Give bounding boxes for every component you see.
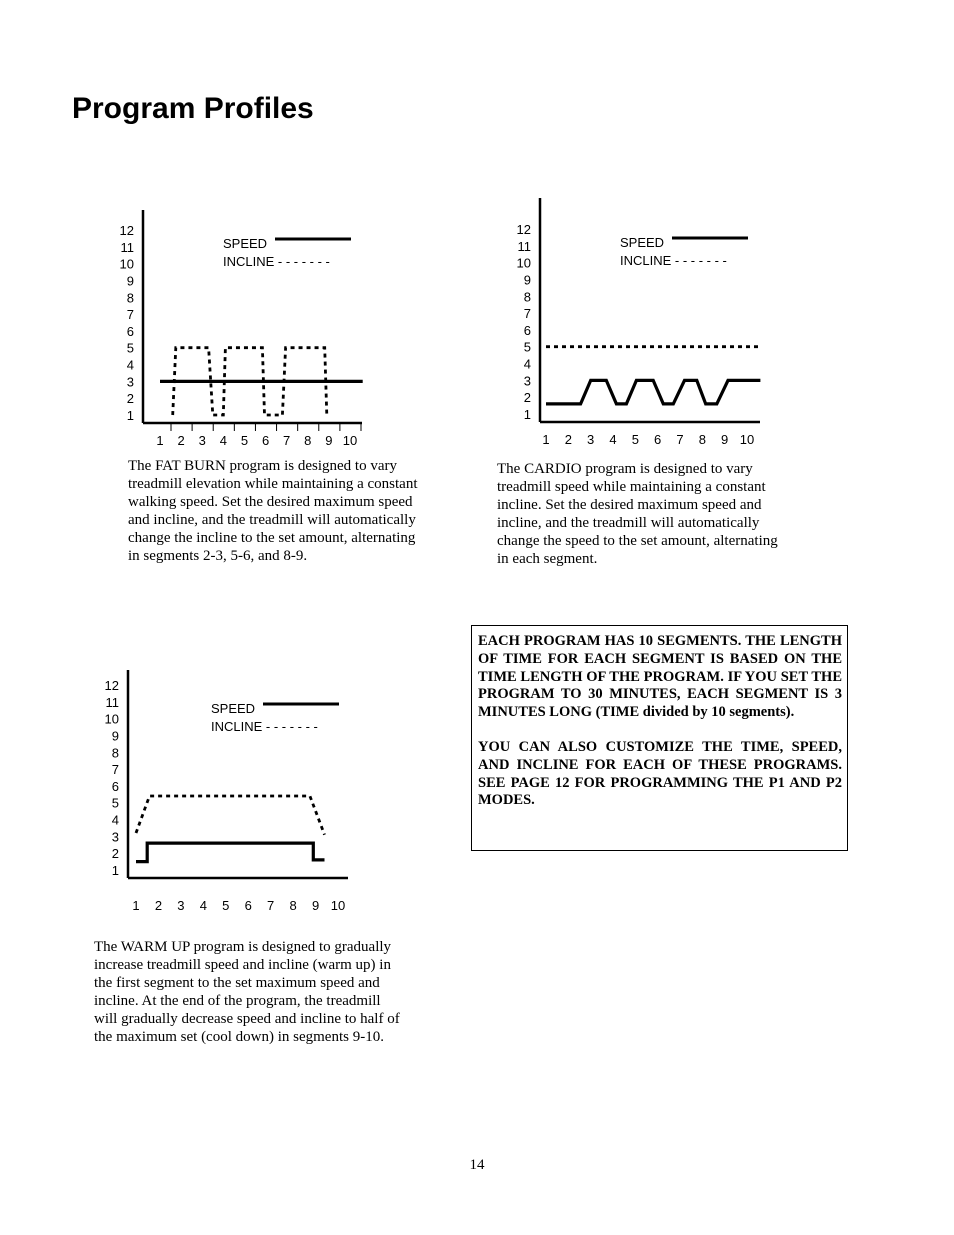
page-number: 14 <box>469 1157 485 1173</box>
legend-speed-label: SPEED <box>620 235 665 250</box>
y-tick-label: 7 <box>111 762 119 778</box>
desc-line: The FAT BURN program is designed to vary <box>128 458 397 474</box>
cardio-description <box>497 460 817 568</box>
note-paragraph: EACH PROGRAM HAS 10 SEGMENTS. THE LENGTH OF TIME FOR EACH SEGMENT IS BASED ON THE TIME LENGTH OF THE PROGRAM. IF YOU SET THE PROGRAM TO 30 MINUTES, EACH SEGMENT IS 3 MINUTES LONG (TIME divided by 10 segments). <box>478 633 842 721</box>
x-tick-label: 3 <box>198 433 206 448</box>
x-tick-label: 4 <box>199 898 207 913</box>
x-tick-label: 10 <box>739 432 755 447</box>
y-tick-label: 2 <box>523 390 531 406</box>
x-tick-label: 6 <box>261 433 270 448</box>
desc-line: in each segment. <box>497 551 598 567</box>
x-tick-label: 6 <box>244 898 252 913</box>
y-tick-label: 4 <box>111 812 119 828</box>
y-tick-label: 3 <box>523 373 531 389</box>
x-tick-label: 3 <box>587 432 595 447</box>
x-tick-label: 9 <box>325 433 333 448</box>
desc-line: and incline, and the treadmill will automatically <box>128 512 416 528</box>
y-tick-label: 10 <box>119 256 134 272</box>
x-tick-label: 7 <box>676 432 684 447</box>
y-tick-label: 9 <box>126 273 134 289</box>
desc-line: treadmill elevation while maintaining a constant <box>128 476 418 492</box>
warm-up-description <box>94 938 434 1046</box>
y-tick-label: 2 <box>126 391 134 407</box>
y-tick-label: 7 <box>126 307 134 323</box>
x-tick-label: 4 <box>609 432 617 447</box>
y-tick-label: 12 <box>516 222 531 237</box>
x-tick-label: 3 <box>177 898 185 913</box>
y-tick-label: 7 <box>523 306 531 322</box>
x-tick-label: 2 <box>564 432 572 447</box>
x-tick-label: 9 <box>311 898 320 913</box>
cardio-chart <box>507 190 777 455</box>
desc-line: incline. Set the desired maximum speed and <box>497 497 762 513</box>
x-tick-label: 2 <box>154 898 163 913</box>
desc-line: The CARDIO program is designed to vary <box>497 461 753 477</box>
legend-speed-label: SPEED <box>211 701 256 716</box>
y-tick-label: 12 <box>119 223 134 238</box>
legend-incline-label: INCLINE - - - - - - - <box>211 719 318 734</box>
fat-burn-chart <box>110 205 370 455</box>
y-tick-label: 12 <box>104 678 119 693</box>
x-tick-label: 6 <box>654 432 662 447</box>
y-tick-label: 9 <box>523 272 531 288</box>
y-tick-label: 4 <box>126 357 134 373</box>
desc-line: in segments 2-3, 5-6, and 8-9. <box>128 548 308 564</box>
y-tick-label: 1 <box>523 407 531 422</box>
y-tick-label: 6 <box>126 323 134 339</box>
desc-line: will gradually decrease speed and incline to half of <box>94 1011 400 1027</box>
x-tick-label: 1 <box>542 432 550 447</box>
y-tick-label: 1 <box>126 408 134 423</box>
legend-speed-label: SPEED <box>223 236 268 251</box>
y-tick-label: 11 <box>517 238 531 254</box>
y-tick-label: 5 <box>523 339 531 355</box>
x-tick-label: 7 <box>267 898 275 913</box>
x-tick-label: 4 <box>219 433 227 448</box>
y-tick-label: 3 <box>111 829 119 845</box>
page-title: Program Profiles <box>72 92 314 125</box>
desc-line: change the speed to the set amount, alternating <box>497 533 778 549</box>
y-tick-label: 4 <box>523 356 531 372</box>
y-tick-label: 8 <box>523 289 531 305</box>
y-tick-label: 2 <box>111 846 119 862</box>
y-tick-label: 3 <box>126 374 134 390</box>
segments-note-box <box>471 625 848 851</box>
warm-up-chart <box>98 670 358 920</box>
series-speed-line <box>136 843 325 862</box>
desc-line: the maximum set (cool down) in segments 9-10. <box>94 1029 384 1045</box>
y-tick-label: 5 <box>126 340 134 356</box>
fat-burn-description <box>128 457 448 565</box>
legend-incline-label: INCLINE - - - - - - - <box>223 254 330 269</box>
desc-line: walking speed. Set the desired maximum speed <box>128 494 413 510</box>
x-tick-label: 8 <box>289 898 297 913</box>
desc-line: the first segment to the set maximum speed and <box>94 975 380 991</box>
y-tick-label: 6 <box>523 322 531 338</box>
desc-line: increase treadmill speed and incline (warm up) in <box>94 957 391 973</box>
x-tick-label: 1 <box>156 433 164 448</box>
y-tick-label: 11 <box>120 239 134 255</box>
y-tick-label: 6 <box>111 778 119 794</box>
x-tick-label: 8 <box>698 432 706 447</box>
y-tick-label: 9 <box>111 728 119 744</box>
series-speed-line <box>546 380 760 404</box>
series-incline-line <box>136 796 325 835</box>
y-tick-label: 8 <box>126 290 134 306</box>
x-tick-label: 10 <box>330 898 346 913</box>
y-tick-label: 10 <box>516 255 531 271</box>
legend-incline-label: INCLINE - - - - - - - <box>620 253 727 268</box>
x-tick-label: 5 <box>240 433 249 448</box>
note-paragraph: YOU CAN ALSO CUSTOMIZE THE TIME, SPEED, AND INCLINE FOR EACH OF THESE PROGRAMS. SEE PAGE 12 FOR PROGRAMMING THE P1 AND P2 MODES. <box>478 738 842 809</box>
x-tick-label: 7 <box>283 433 291 448</box>
x-tick-label: 5 <box>631 432 639 447</box>
x-tick-label: 10 <box>342 433 358 448</box>
y-tick-label: 1 <box>111 863 119 878</box>
x-tick-label: 2 <box>177 433 185 448</box>
desc-line: incline, and the treadmill will automatically <box>497 515 760 531</box>
y-tick-label: 10 <box>104 711 119 727</box>
desc-line: incline. At the end of the program, the treadmill <box>94 993 381 1009</box>
desc-line: treadmill speed while maintaining a constant <box>497 479 766 495</box>
x-tick-label: 8 <box>304 433 312 448</box>
y-tick-label: 5 <box>111 795 119 811</box>
desc-line: The WARM UP program is designed to gradually <box>94 939 392 955</box>
desc-line: change the incline to the set amount, alternating <box>128 530 416 546</box>
x-tick-label: 9 <box>721 432 729 447</box>
y-tick-label: 8 <box>111 745 119 761</box>
y-tick-label: 11 <box>105 694 119 710</box>
x-tick-label: 1 <box>132 898 140 913</box>
x-tick-label: 5 <box>222 898 230 913</box>
